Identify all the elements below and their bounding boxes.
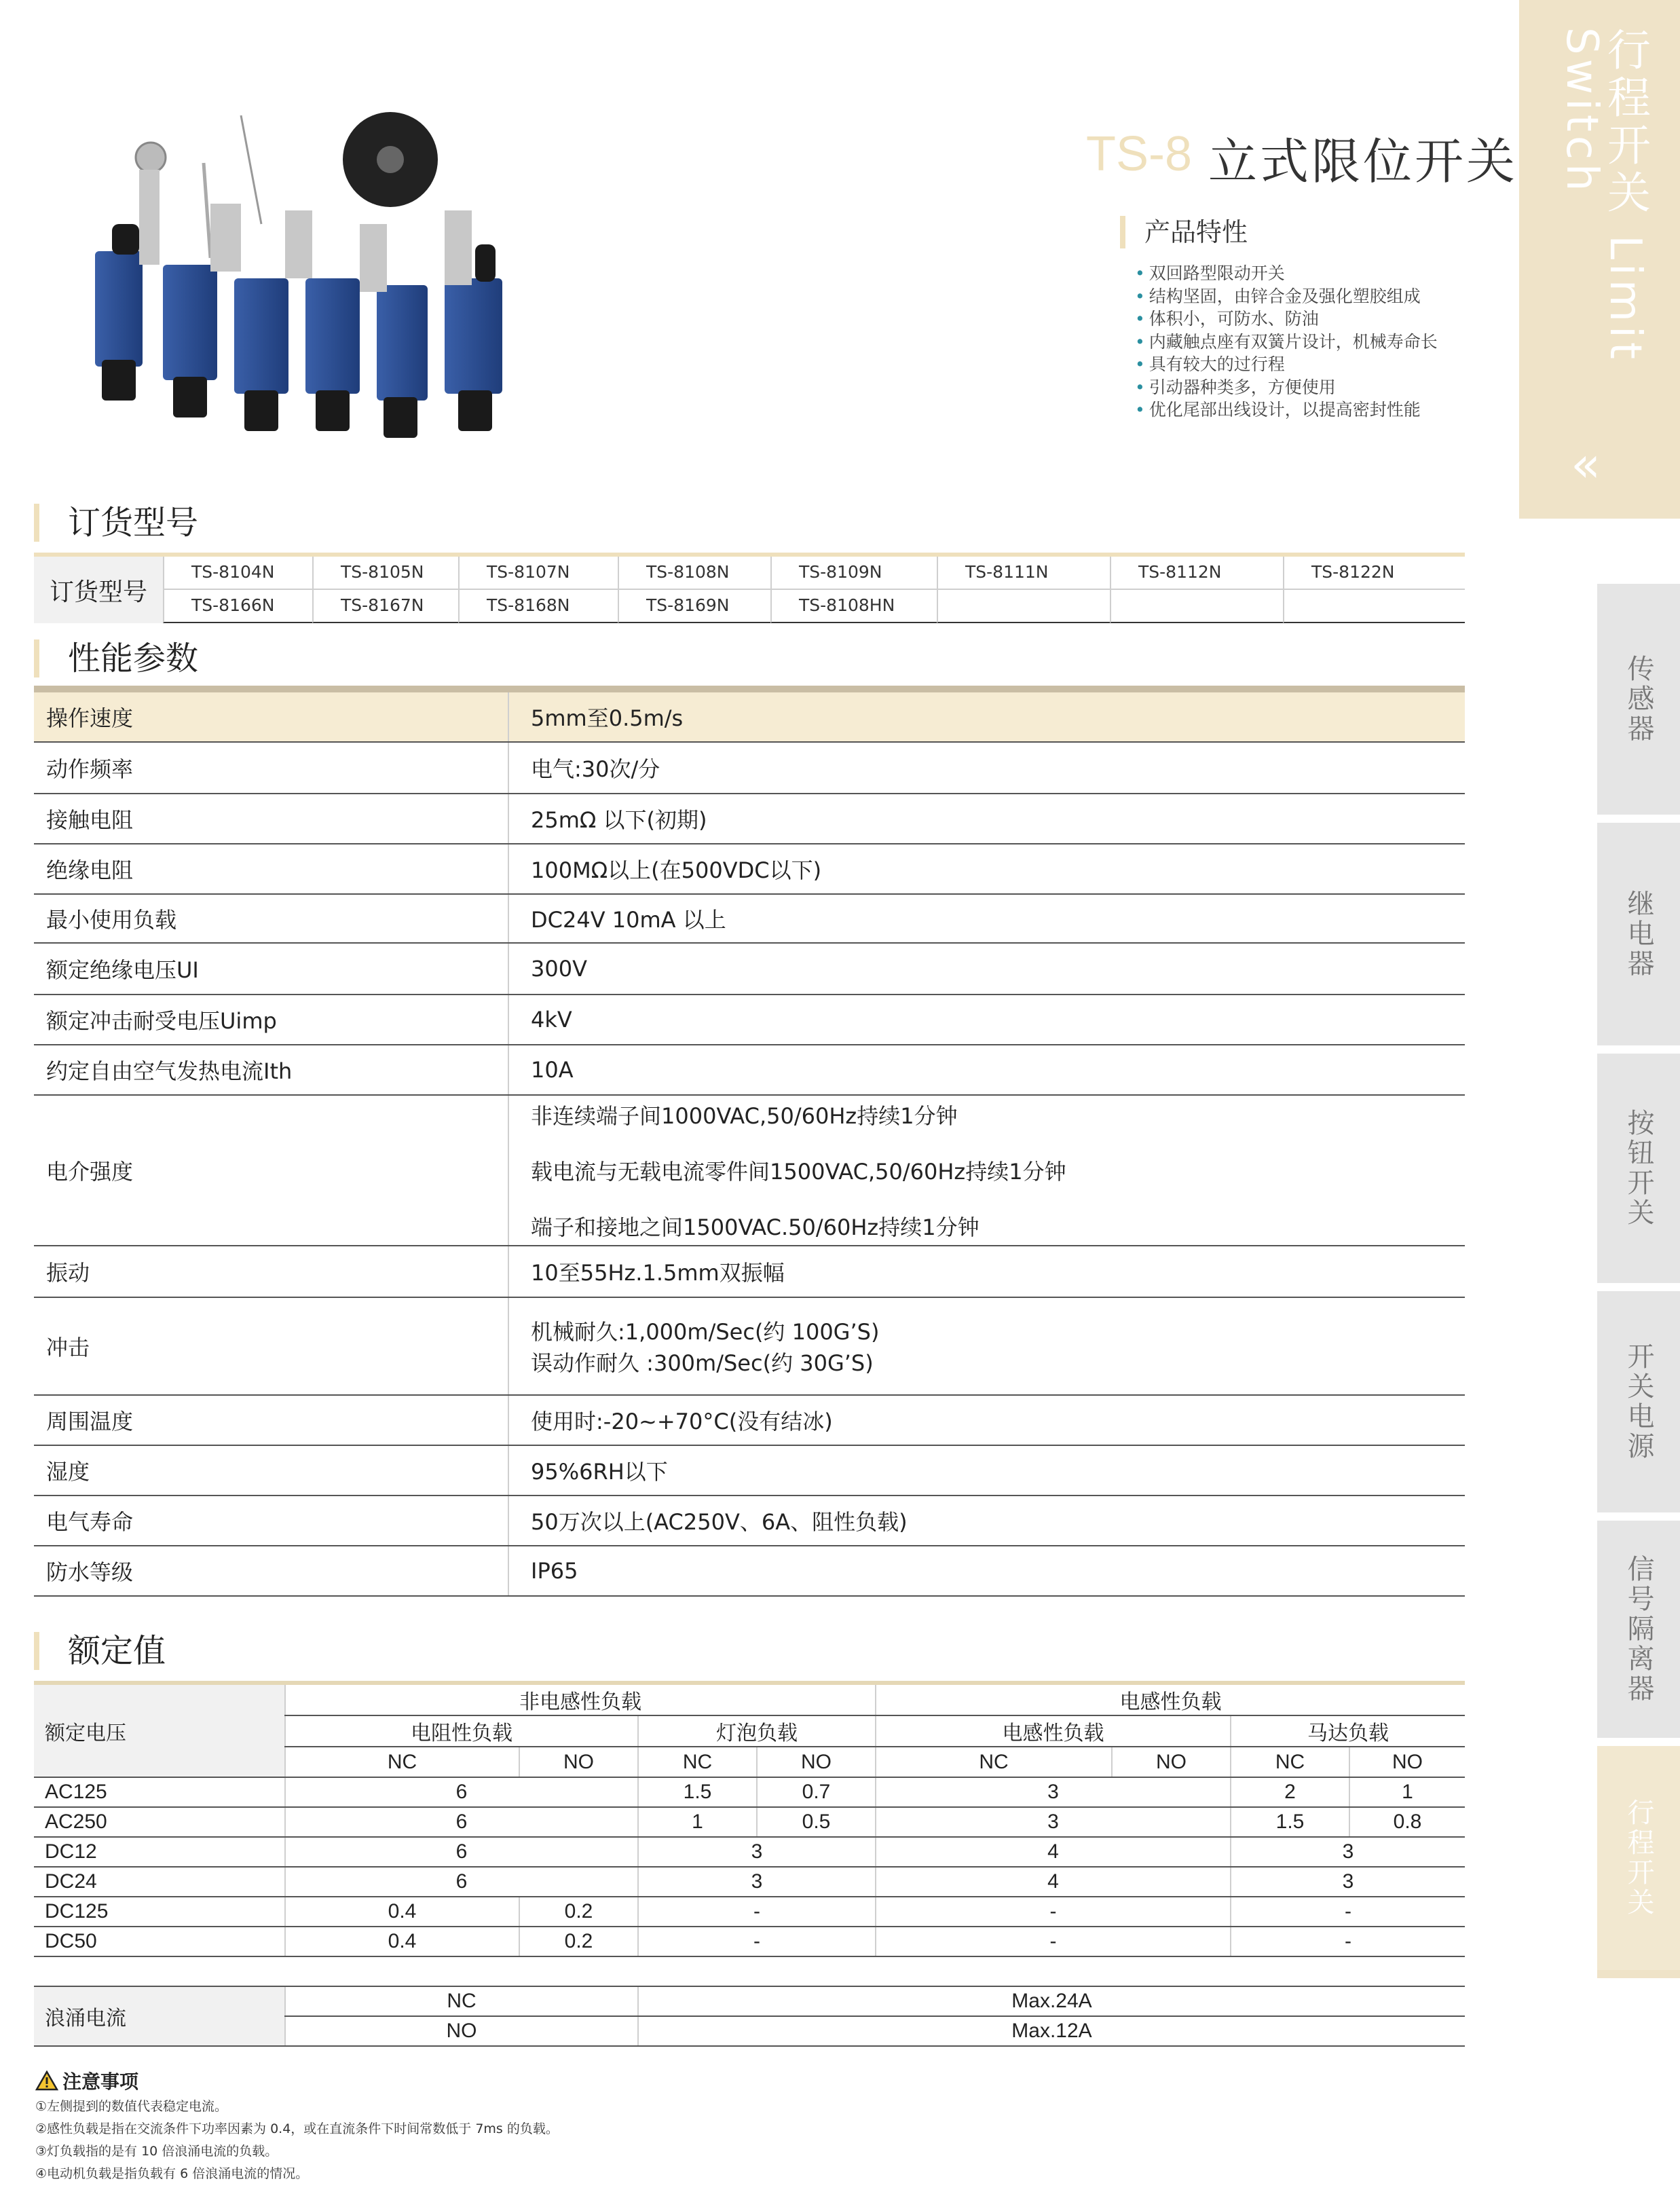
notes-list: [35, 2096, 559, 2185]
order-model: [1283, 590, 1465, 623]
no-header: NO: [1112, 1747, 1231, 1777]
value-cell: 6: [285, 1807, 638, 1837]
non-inductive-header: 非电感性负载: [285, 1683, 876, 1715]
order-model: TS-8105N: [312, 557, 458, 590]
value-cell: -: [1231, 1927, 1465, 1956]
perf-row: [34, 794, 1465, 844]
value-cell: 0.4: [285, 1897, 519, 1927]
perf-key: 额定冲击耐受电压Uimp: [34, 995, 509, 1044]
perf-value: [509, 1246, 1465, 1297]
order-model: TS-8169N: [618, 590, 770, 623]
nc-header: NC: [1231, 1747, 1349, 1777]
perf-value-line: 95%6RH以下: [531, 1459, 668, 1485]
perf-value-line: 300V: [531, 956, 587, 982]
perf-value-line: 4kV: [531, 1007, 572, 1033]
chevron-left-icon[interactable]: «: [1571, 436, 1601, 493]
inductive-load-header: 电感性负载: [876, 1715, 1231, 1747]
perf-value: [509, 1546, 1465, 1595]
value-cell: 3: [876, 1807, 1231, 1837]
surge-value: Max.24A: [638, 1986, 1465, 2016]
no-header: NO: [1349, 1747, 1465, 1777]
perf-row: [34, 1396, 1465, 1446]
perf-value-line: 端子和接地之间1500VAC.50/60Hz持续1分钟: [531, 1214, 979, 1240]
perf-key: 接触电阻: [34, 794, 509, 843]
perf-key: 额定绝缘电压UI: [34, 944, 509, 994]
perf-value: [509, 1096, 1465, 1245]
perf-key: 约定自由空气发热电流Ith: [34, 1045, 509, 1094]
voltage-cell: DC12: [34, 1837, 285, 1867]
value-cell: 2: [1231, 1777, 1349, 1807]
feature-item: • 结构坚固，由锌合金及强化塑胶组成: [1135, 285, 1438, 308]
order-row-label: 订货型号: [34, 557, 163, 623]
order-model: TS-8111N: [937, 557, 1110, 590]
perf-value-line: 机械耐久:1,000m/Sec(约 100G’S): [531, 1319, 880, 1345]
surge-value: Max.12A: [638, 2016, 1465, 2046]
perf-row: [34, 1096, 1465, 1246]
order-model: TS-8107N: [458, 557, 618, 590]
perf-row: [34, 995, 1465, 1045]
order-table: [34, 553, 1465, 623]
perf-value: [509, 692, 1465, 741]
value-cell: 3: [638, 1837, 876, 1867]
value-cell: 6: [285, 1777, 638, 1807]
perf-key: 冲击: [34, 1298, 509, 1394]
note-item: ①左侧提到的数值代表稳定电流。: [35, 2099, 228, 2114]
nc-header: NC: [876, 1747, 1112, 1777]
perf-row: [34, 1446, 1465, 1496]
tab-relay[interactable]: 继电器: [1597, 823, 1680, 1045]
voltage-cell: AC250: [34, 1807, 285, 1837]
perf-value-line: DC24V 10mA 以上: [531, 907, 726, 933]
feature-item: • 优化尾部出线设计，以提高密封性能: [1135, 398, 1438, 422]
note-item: ②感性负载是指在交流条件下功率因素为 0.4，或在直流条件下时间常数低于 7ms 的负载。: [35, 2121, 559, 2136]
value-cell: 3: [876, 1777, 1231, 1807]
perf-value: [509, 1298, 1465, 1394]
perf-value: [509, 1446, 1465, 1495]
order-section-title: 订货型号: [34, 504, 198, 542]
perf-value-line: 误动作耐久 :300m/Sec(约 30G’S): [531, 1350, 874, 1376]
surge-type: NC: [285, 1986, 638, 2016]
perf-value: [509, 1496, 1465, 1545]
value-cell: 0.2: [519, 1927, 638, 1956]
perf-key: 湿度: [34, 1446, 509, 1495]
tab-power-supply[interactable]: 开关电源: [1597, 1291, 1680, 1512]
perf-key: 绝缘电阻: [34, 844, 509, 893]
perf-value-line: IP65: [531, 1558, 578, 1584]
perf-value-line: 5mm至0.5m/s: [531, 705, 684, 731]
value-cell: 0.7: [757, 1777, 876, 1807]
lamp-header: 灯泡负载: [638, 1715, 876, 1747]
perf-value-line: 非连续端子间1000VAC,50/60Hz持续1分钟: [531, 1103, 958, 1129]
order-model: TS-8108N: [618, 557, 770, 590]
features-heading: 产品特性: [1120, 216, 1248, 248]
perf-value-line: 50万次以上(AC250V、6A、阻性负载): [531, 1509, 908, 1535]
category-banner: [1519, 0, 1680, 519]
voltage-cell: AC125: [34, 1777, 285, 1807]
inductive-header: 电感性负载: [876, 1683, 1465, 1715]
no-header: NO: [519, 1747, 638, 1777]
voltage-cell: DC50: [34, 1927, 285, 1956]
perf-value-line: 载电流与无载电流零件间1500VAC,50/60Hz持续1分钟: [531, 1159, 1066, 1185]
order-model: TS-8122N: [1283, 557, 1465, 590]
perf-key: 最小使用负载: [34, 895, 509, 942]
no-header: NO: [757, 1747, 876, 1777]
perf-row: [34, 1246, 1465, 1298]
value-cell: 3: [638, 1867, 876, 1897]
nc-header: NC: [285, 1747, 519, 1777]
order-model: TS-8166N: [163, 590, 312, 623]
value-cell: 1.5: [1231, 1807, 1349, 1837]
perf-value: [509, 743, 1465, 793]
value-cell: 0.2: [519, 1897, 638, 1927]
rated-table: [34, 1681, 1465, 2047]
value-cell: 1.5: [638, 1777, 757, 1807]
voltage-cell: DC125: [34, 1897, 285, 1927]
tab-divider: [1597, 1970, 1680, 1978]
category-title: 行程开关 Limit Switch: [1556, 27, 1650, 363]
perf-section-title: 性能参数: [34, 639, 198, 677]
product-model: TS-8: [1086, 127, 1193, 181]
value-cell: -: [876, 1897, 1231, 1927]
product-photo: [75, 109, 563, 448]
order-model: [1110, 590, 1283, 623]
perf-key: 周围温度: [34, 1396, 509, 1445]
value-cell: 6: [285, 1867, 638, 1897]
tab-signal-isolator[interactable]: 信号隔离器: [1597, 1521, 1680, 1738]
perf-row: [34, 1546, 1465, 1597]
note-item: ③灯负载指的是有 10 倍浪涌电流的负载。: [35, 2144, 278, 2159]
order-model: TS-8112N: [1110, 557, 1283, 590]
surge-type: NO: [285, 2016, 638, 2046]
feature-item: • 引动器种类多，方便使用: [1135, 376, 1438, 399]
warning-icon: [35, 2070, 58, 2091]
perf-value: [509, 844, 1465, 893]
perf-value: [509, 944, 1465, 994]
feature-item: • 双回路型限动开关: [1135, 262, 1438, 285]
value-cell: 0.5: [757, 1807, 876, 1837]
motor-header: 马达负载: [1231, 1715, 1465, 1747]
order-model: TS-8108HN: [770, 590, 937, 623]
rated-section-title: 额定值: [34, 1632, 166, 1670]
value-cell: -: [1231, 1897, 1465, 1927]
perf-key: 操作速度: [34, 692, 509, 741]
voltage-cell: DC24: [34, 1867, 285, 1897]
perf-row: [34, 1045, 1465, 1096]
value-cell: -: [638, 1927, 876, 1956]
perf-row: [34, 1298, 1465, 1396]
perf-key: 电气寿命: [34, 1496, 509, 1545]
perf-value: [509, 895, 1465, 942]
order-model: [937, 590, 1110, 623]
value-cell: 0.4: [285, 1927, 519, 1956]
perf-value-line: 10至55Hz.1.5mm双振幅: [531, 1260, 785, 1286]
perf-value-line: 100MΩ以上(在500VDC以下): [531, 857, 822, 883]
order-model: TS-8104N: [163, 557, 312, 590]
tab-button-switch[interactable]: 按钮开关: [1597, 1054, 1680, 1283]
perf-key: 动作频率: [34, 743, 509, 793]
resistive-header: 电阻性负载: [285, 1715, 638, 1747]
feature-item: • 具有较大的过行程: [1135, 353, 1438, 376]
perf-value: [509, 794, 1465, 843]
order-model: TS-8109N: [770, 557, 937, 590]
value-cell: -: [638, 1897, 876, 1927]
order-model: TS-8167N: [312, 590, 458, 623]
note-item: ④电动机负载是指负载有 6 倍浪涌电流的情况。: [35, 2166, 309, 2181]
perf-key: 电介强度: [34, 1096, 509, 1245]
value-cell: 4: [876, 1867, 1231, 1897]
value-cell: 1: [638, 1807, 757, 1837]
perf-value-line: 使用时:-20~+70°C(没有结冰): [531, 1409, 833, 1434]
tab-sensor[interactable]: 传感器: [1597, 584, 1680, 815]
order-model: TS-8168N: [458, 590, 618, 623]
perf-value-line: 10A: [531, 1057, 574, 1083]
rated-voltage-header: 额定电压: [34, 1683, 285, 1777]
notes-heading: [35, 2067, 559, 2094]
perf-value: [509, 995, 1465, 1044]
perf-key: 振动: [34, 1246, 509, 1297]
perf-row: [34, 743, 1465, 794]
feature-item: • 体积小，可防水、防油: [1135, 308, 1438, 331]
perf-row: [34, 1496, 1465, 1546]
perf-table: [34, 686, 1465, 1597]
value-cell: 3: [1231, 1867, 1465, 1897]
perf-row: [34, 944, 1465, 995]
notes-block: [35, 2067, 559, 2185]
value-cell: 0.8: [1349, 1807, 1465, 1837]
notes-title: 注意事项: [62, 2070, 139, 2093]
tab-limit-switch[interactable]: 行程开关: [1597, 1746, 1680, 1970]
perf-row: [34, 844, 1465, 895]
surge-label: 浪涌电流: [34, 1986, 285, 2046]
value-cell: 4: [876, 1837, 1231, 1867]
value-cell: 1: [1349, 1777, 1465, 1807]
spacer-row: [34, 1956, 1465, 1986]
perf-value-line: 电气:30次/分: [531, 756, 660, 782]
product-name: 立式限位开关: [1208, 133, 1518, 190]
value-cell: 3: [1231, 1837, 1465, 1867]
features-list: [1135, 262, 1438, 422]
perf-value: [509, 1045, 1465, 1094]
feature-item: • 内藏触点座有双簧片设计，机械寿命长: [1135, 331, 1438, 354]
perf-key: 防水等级: [34, 1546, 509, 1595]
value-cell: 6: [285, 1837, 638, 1867]
perf-value: [509, 1396, 1465, 1445]
perf-row: [34, 895, 1465, 944]
nc-header: NC: [638, 1747, 757, 1777]
value-cell: -: [876, 1927, 1231, 1956]
perf-row: [34, 692, 1465, 743]
perf-value-line: 25mΩ 以下(初期): [531, 807, 707, 833]
